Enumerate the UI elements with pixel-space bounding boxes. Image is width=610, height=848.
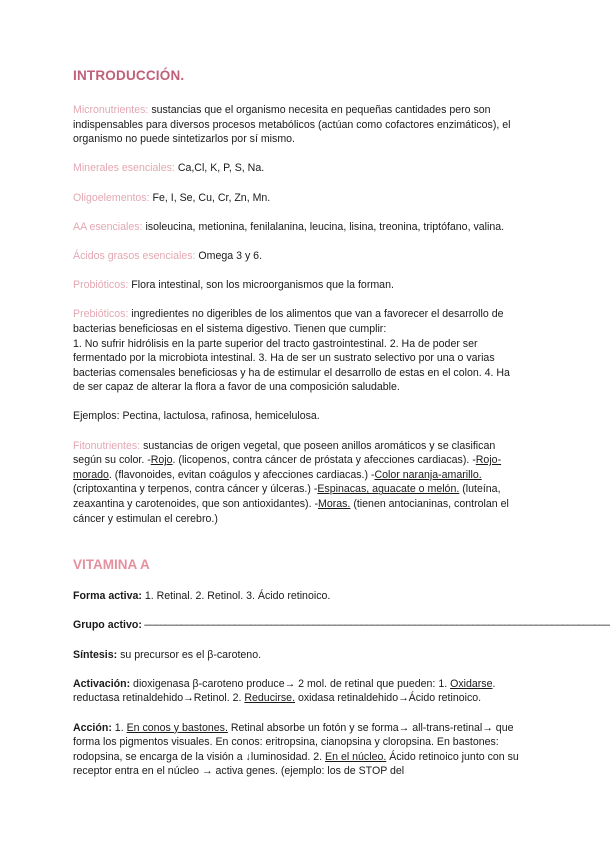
accion-text-c: Ácido retinoico junto con su receptor entra en el núcleo → activa genes. (ejemplo: los de STOP del — [73, 750, 519, 778]
acidos-grasos-label: Ácidos grasos esenciales: — [73, 249, 196, 262]
accion-text-a: 1. — [111, 721, 127, 734]
forma-activa-paragraph — [73, 589, 522, 604]
oligoelementos-text: Fe, I, Se, Cu, Cr, Zn, Mn. — [149, 191, 271, 204]
sintesis-label: Síntesis: — [73, 648, 118, 661]
oxidarse-term: Oxidarse — [450, 677, 493, 690]
grupo-activo-label: Grupo activo: — [73, 619, 142, 632]
acidos-grasos-paragraph — [73, 249, 522, 264]
naranja-term: Color naranja-amarillo. — [374, 468, 482, 481]
fitonutrientes-paragraph — [73, 439, 522, 527]
rojo-text: . (licopenos, contra cáncer de próstata y afecciones cardiacas). - — [172, 454, 476, 467]
accion-label: Acción: — [73, 721, 112, 734]
probioticos-text: Flora intestinal, son los microorganismos que la forman. — [128, 279, 394, 292]
micronutrientes-text: sustancias que el organismo necesita en pequeñas cantidades pero son indispensables para diversos procesos metabólicos (actúan como cofactores enzimáticos), el organismo no puede sintetizarlos por sí mismo. — [73, 104, 511, 146]
probioticos-paragraph — [73, 278, 522, 293]
grupo-activo-paragraph — [73, 618, 610, 633]
activacion-text-c: oxidasa retinaldehido→Ácido retinoico. — [295, 692, 482, 705]
aa-text: isoleucina, metionina, fenilalanina, leucina, lisina, treonina, triptófano, valina. — [142, 220, 505, 233]
aa-label: AA esenciales: — [73, 220, 143, 233]
sintesis-text: su precursor es el β-caroteno. — [117, 648, 262, 661]
acidos-grasos-text: Omega 3 y 6. — [195, 249, 263, 262]
activacion-text-a: dioxigenasa β-caroteno produce→ 2 mol. de retinal que pueden: 1. — [130, 677, 451, 690]
minerales-paragraph — [73, 161, 522, 176]
verde-text: (luteína, zeaxantina y carotenoides, que son antioxidantes). - — [73, 483, 501, 511]
micronutrientes-label: Micronutrientes: — [73, 104, 149, 116]
vitamina-a-heading: VITAMINA A — [73, 557, 150, 573]
aa-paragraph — [73, 220, 522, 235]
page-title: INTRODUCCIÓN. — [73, 68, 185, 83]
verde-term: Espinacas, aguacate o melón. — [317, 483, 460, 496]
prebioticos-paragraph — [73, 307, 522, 336]
moras-text: (tienen antocianinas, controlan el cáncer y estimulan el cerebro.) — [73, 498, 509, 525]
rojo-morado-text: . (flavonoides, evitan coágulos y afecciones cardiacas.) - — [108, 468, 375, 481]
probioticos-label: Probióticos: — [73, 279, 129, 292]
prebioticos-label: Prebióticos: — [73, 308, 129, 321]
oligoelementos-label: Oligoelementos: — [73, 191, 150, 204]
minerales-text: Ca,Cl, K, P, S, Na. — [174, 162, 265, 175]
fitonutrientes-label: Fitonutrientes: — [73, 439, 141, 452]
sintesis-paragraph — [73, 648, 522, 663]
prebioticos-text: ingredientes no digeribles de los alimentos que van a favorecer el desarrollo de bacterias beneficiosas en el sistema digestivo. Tienen que cumplir: — [73, 308, 504, 335]
reducirse-term: Reducirse. — [244, 692, 296, 705]
accion-paragraph — [73, 721, 522, 779]
moras-term: Moras. — [318, 498, 351, 511]
rojo-morado-term: Rojo-morado — [73, 454, 502, 481]
prebioticos-conditions: 1. No sufrir hidrólisis en la parte superior del tracto gastrointestinal. 2. Ha de poder ser fermentado por la microbiota intestinal. 3. Ha de ser un sustrato selectivo por una o varias bacterias comensales beneficiosas y ha de estimular el desarrollo de estas en el colon. 4. Ha de ser capaz de alterar la flora a favor de una composición saludable. — [73, 337, 510, 394]
naranja-text: (criptoxantina y terpenos, contra cáncer y úlceras.) - — [73, 483, 318, 496]
minerales-label: Minerales esenciales: — [73, 162, 175, 175]
activacion-text-b: . reductasa retinaldehido→Retinol. 2. — [73, 677, 496, 705]
activacion-paragraph — [73, 677, 522, 706]
grupo-activo-text: –––––––––––––––––––––––––––––––––––––––––––––––––––––––––––––––––––––––––––––––––––––––– — [141, 619, 610, 632]
fitonutrientes-intro: sustancias de origen vegetal, que poseen anillos aromáticos y se clasifican según su color. - — [73, 439, 496, 467]
rojo-term: Rojo — [150, 454, 173, 467]
oligoelementos-paragraph — [73, 191, 522, 206]
micronutrientes-paragraph — [73, 103, 522, 147]
nucleo-term: En el núcleo. — [325, 750, 387, 763]
prebioticos-ejemplos: Ejemplos: Pectina, lactulosa, rafinosa, hemicelulosa. — [73, 410, 320, 423]
conos-bastones-term: En conos y bastones. — [126, 721, 228, 734]
accion-text-b: Retinal absorbe un fotón y se forma→ all-trans-retinal→ que forma los pigmentos visuales. En conos: eritropsina, cianopsina y cloropsina. En bastones: rodopsina, se encarga de la visión a ↓luminosidad. 2. — [73, 721, 514, 763]
activacion-label: Activación: — [73, 677, 131, 690]
forma-activa-text: 1. Retinal. 2. Retinol. 3. Ácido retinoico. — [141, 590, 331, 603]
forma-activa-label: Forma activa: — [73, 590, 142, 603]
